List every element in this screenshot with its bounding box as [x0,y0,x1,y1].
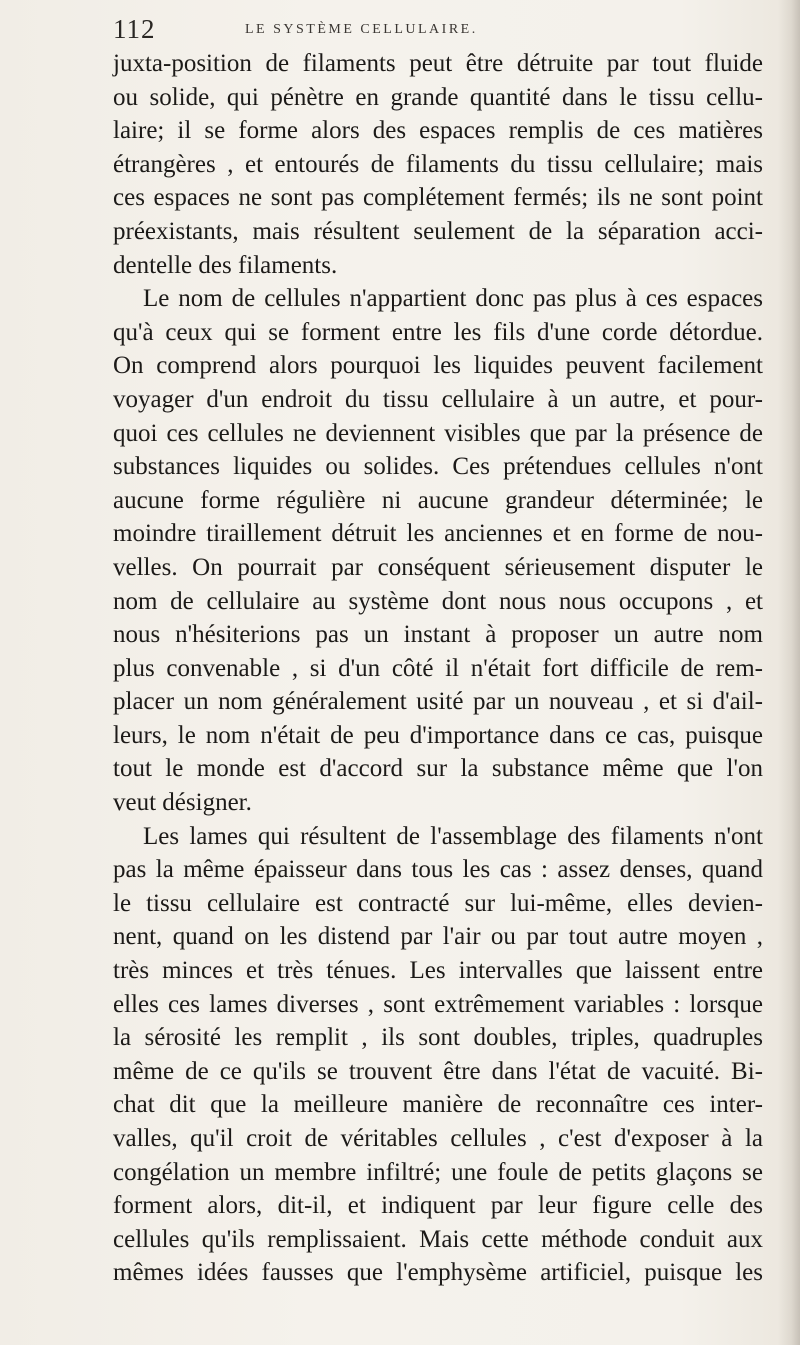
text-line: dentelle des filaments. [113,251,338,279]
page-header [113,16,763,42]
text-line: aucune forme régulière ni aucune grandeur déterminée; le [113,486,763,514]
text-line: veut désigner. [113,789,252,817]
text-line: cellules qu'ils remplissaient. Mais cette méthode conduit aux [113,1225,763,1253]
text-line: étrangères , et entourés de filaments du tissu cellulaire; mais [113,150,763,178]
text-line: même de ce qu'ils se trouvent être dans l'état de vacuité. Bi- [113,1057,763,1085]
text-line: congélation un membre infiltré; une foule de petits glaçons se [113,1158,763,1186]
body-text [113,47,763,1290]
text-line: juxta-position de filaments peut être détruite par tout fluide [113,50,763,77]
text-line: quoi ces cellules ne deviennent visibles que par la présence de [113,419,763,447]
text-line: qu'à ceux qui se forment entre les fils d'une corde détordue. [113,318,763,346]
text-line: forment alors, dit-il, et indiquent par leur figure celle des [113,1192,763,1220]
text-line: elles ces lames diverses , sont extrêmement variables : lorsque [113,990,763,1018]
text-line: placer un nom généralement usité par un nouveau , et si d'ail- [113,688,763,716]
text-line: le tissu cellulaire est contracté sur lui-même, elles devien- [113,889,763,917]
text-line: valles, qu'il croit de véritables cellules , c'est d'exposer à la [113,1125,763,1152]
text-line: nous n'hésiterions pas un instant à proposer un autre nom [113,621,763,649]
text-line: voyager d'un endroit du tissu cellulaire à un autre, et pour- [113,385,763,413]
text-line: On comprend alors pourquoi les liquides peuvent facilement [113,352,763,380]
text-line: leurs, le nom n'était de peu d'importance dans ce cas, puisque [113,721,763,749]
running-head: LE SYSTÈME CELLULAIRE. [245,22,478,37]
text-line: tout le monde est d'accord sur la substance même que l'on [113,755,763,783]
text-line: plus convenable , si d'un côté il n'était fort difficile de rem- [113,654,763,682]
text-line: substances liquides ou solides. Ces prétendues cellules n'ont [113,453,763,481]
text-line: ces espaces ne sont pas complétement fermés; ils ne sont point [113,184,763,212]
page-number: 112 [113,14,156,44]
text-line: moindre tiraillement détruit les anciennes et en forme de nou- [113,520,763,548]
text-line: nom de cellulaire au système dont nous nous occupons , et [113,587,763,615]
paragraph-start-line: Le nom de cellules n'appartient donc pas plus à ces espaces [143,285,763,313]
text-line: mêmes idées fausses que l'emphysème artificiel, puisque les [113,1259,763,1287]
text-line: nent, quand on les distend par l'air ou par tout autre moyen , [113,923,763,951]
text-line: la sérosité les remplit , ils sont doubles, triples, quadruples [113,1024,763,1052]
text-line: chat dit que la meilleure manière de reconnaître ces inter- [113,1091,763,1119]
text-line: pas la même épaisseur dans tous les cas : assez denses, quand [113,856,763,884]
text-line: très minces et très ténues. Les intervalles que laissent entre [113,957,763,985]
page-edge-shadow [778,0,800,1345]
text-line: laire; il se forme alors des espaces remplis de ces matières [113,117,763,145]
paragraph-start-line: Les lames qui résultent de l'assemblage des filaments n'ont [143,822,763,850]
text-line: ou solide, qui pénètre en grande quantité dans le tissu cellu- [113,83,763,111]
text-line: préexistants, mais résultent seulement de la séparation acci- [113,217,763,245]
text-line: velles. On pourrait par conséquent sérieusement disputer le [113,553,763,581]
